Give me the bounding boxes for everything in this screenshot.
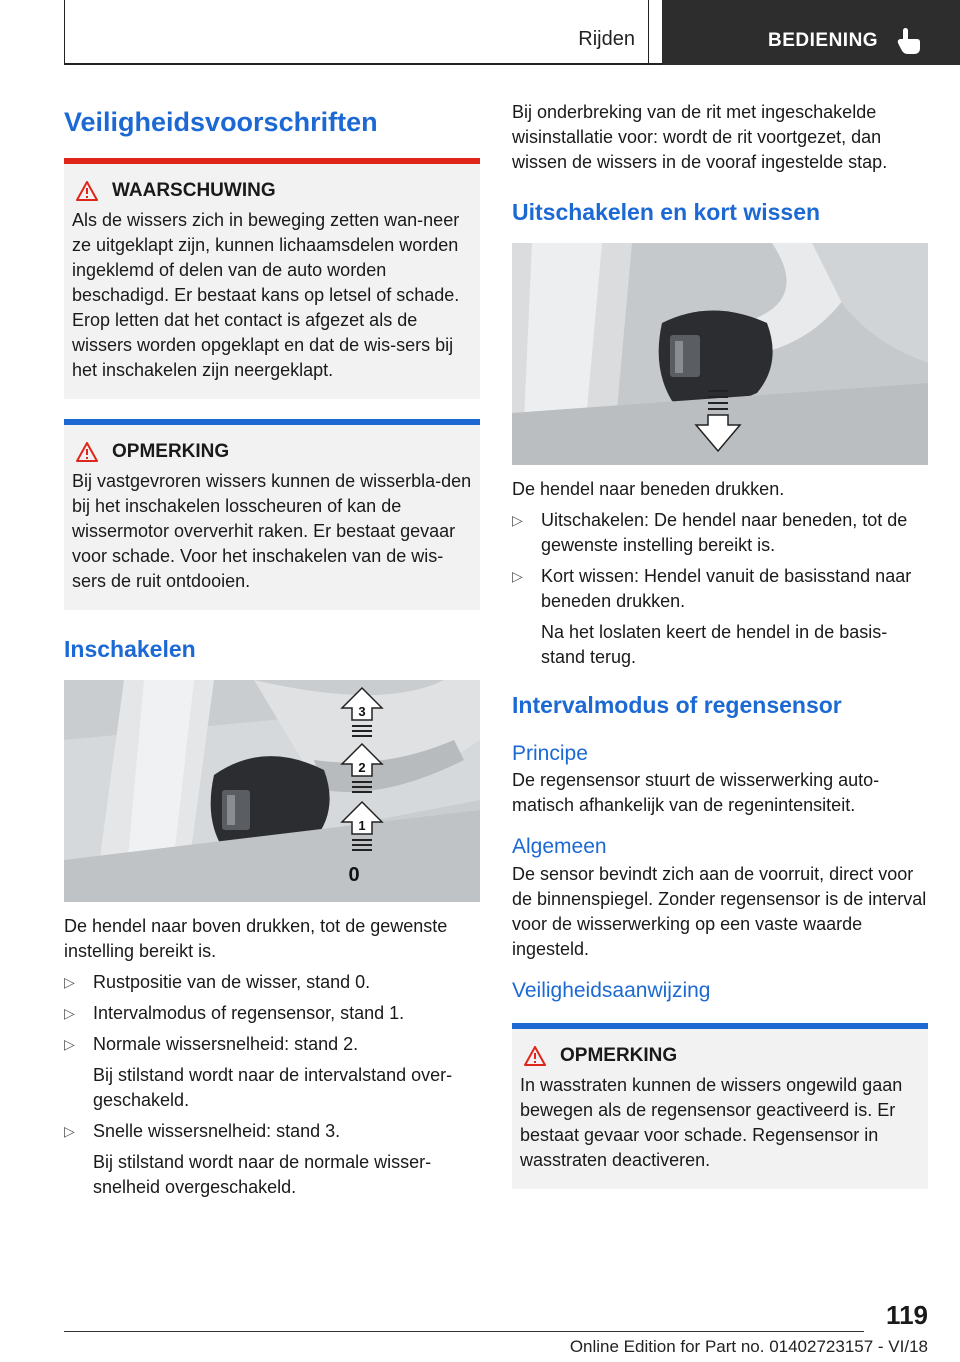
note-text: In wasstraten kunnen de wissers ongewild gaan bewegen als de regensensor geactiveerd is. Er bestaat gevaar voor schade. Regensensor in wasstraten deactiveren. [520,1074,903,1170]
note-box [64,419,480,610]
page-number: 119 [886,1300,928,1330]
continued-text: Bij onderbreking van de rit met ingeschakelde wisinstallatie voor: wordt de rit voortgezet, dan wissen de wissers in de vooraf ingestelde stap. [512,102,888,172]
header-section-label: Rijden [578,28,635,50]
principle-text: De regensensor stuurt de wisserwerking auto-matisch afhankelijk van de regenintensiteit. [512,770,880,816]
triangle-bullet-icon: ▷ [512,511,523,528]
note-label: OPMERKING [560,1044,678,1066]
right-column [512,100,928,1189]
list-item-text: Rustpositie van de wisser, stand 0. [93,971,371,992]
hand-pointer-icon [893,26,923,56]
switch-off-heading: Uitschakelen en kort wissen [512,199,821,225]
note-box-header [76,441,472,463]
switch-on-intro: De hendel naar boven drukken, tot de gewenste instelling bereikt is. [64,915,448,961]
header-mid-rule [648,0,649,64]
caution-triangle-icon [76,442,98,462]
footer-edition: Online Edition for Part no. 01402723157 - VI/18 [569,1337,928,1356]
interval-mode-heading: Intervalmodus of regensensor [512,691,842,718]
triangle-bullet-icon: ▷ [64,1004,75,1021]
footer-rule [64,1331,864,1332]
list-item [64,1001,480,1026]
triangle-bullet-icon: ▷ [64,973,75,990]
list-item [64,970,480,995]
note-box-right [512,1023,928,1189]
header-chapter-label: BEDIENING [768,30,879,51]
warning-box [64,158,480,399]
stand-3-label: 3 [358,703,366,719]
left-column [64,96,480,1200]
warning-triangle-icon [76,181,98,201]
list-item-text: Snelle wissersnelheid: stand 3. [93,1120,341,1141]
stand-0-label: 0 [348,863,360,886]
list-item [64,1032,480,1057]
safety-rules-heading: Veiligheidsvoorschriften [64,107,378,137]
list-item-text: Kort wissen: Hendel vanuit de basisstand naar beneden drukken. [541,565,912,611]
caution-triangle-icon [524,1046,546,1066]
principle-heading: Principe [512,742,588,766]
warning-label: WAARSCHUWING [112,180,276,202]
warning-text: Als de wissers zich in beweging zetten wan-neer ze uitgeklapt zijn, kunnen lichaamsdelen worden ingeklemd of delen van de auto worden beschadigd. Er bestaat kans op letsel of schade. Erop letten dat het contact is afgezet als de wissers worden opgeklapt en dat de wis-sers bij het inschakelen zijn neergeklapt. [72,210,460,381]
lever-down-photo [512,243,928,465]
list-item-subtext: Bij stilstand wordt naar de normale wisser-snelheid overgeschakeld. [93,1151,432,1197]
note-label: OPMERKING [112,441,230,463]
switch-on-heading: Inschakelen [64,636,196,663]
switch-off-intro: De hendel naar beneden drukken. [512,478,785,499]
lever-up-photo [64,680,480,902]
safety-notice-heading: Veiligheidsaanwijzing [512,978,711,1002]
list-item-text: Intervalmodus of regensensor, stand 1. [93,1002,405,1023]
general-heading: Algemeen [512,835,607,859]
warning-box-header [76,180,472,202]
triangle-bullet-icon: ▷ [512,567,523,584]
list-item [512,564,928,614]
triangle-bullet-icon: ▷ [64,1122,75,1139]
list-item [512,508,928,558]
note-text: Bij vastgevroren wissers kunnen de wisserbla-den bij het inschakelen losscheuren of kan de wissermotor oververhit raken. Er bestaat gevaar voor schade. Voor het inschakelen van de wis-sers de ruit ontdooien. [72,471,472,592]
list-item [64,1119,480,1144]
list-item-subtext: Na het loslaten keert de hendel in de basis-stand terug. [541,621,888,667]
note-box-header [524,1045,920,1067]
list-item-text: Uitschakelen: De hendel naar beneden, tot de gewenste instelling bereikt is. [541,509,908,555]
triangle-bullet-icon: ▷ [64,1035,75,1052]
list-item-text: Normale wissersnelheid: stand 2. [93,1033,359,1054]
stand-1-label: 1 [358,817,366,833]
general-text: De sensor bevindt zich aan de voorruit, direct voor de binnenspiegel. Zonder regensensor is de interval voor de wisserwerking op een vaste waarde ingesteld. [512,863,927,959]
stand-2-label: 2 [358,759,366,775]
header-bottom-rule [64,63,662,65]
header-left-rule [64,0,65,64]
list-item-subtext: Bij stilstand wordt naar de intervalstand over-geschakeld. [93,1064,453,1110]
